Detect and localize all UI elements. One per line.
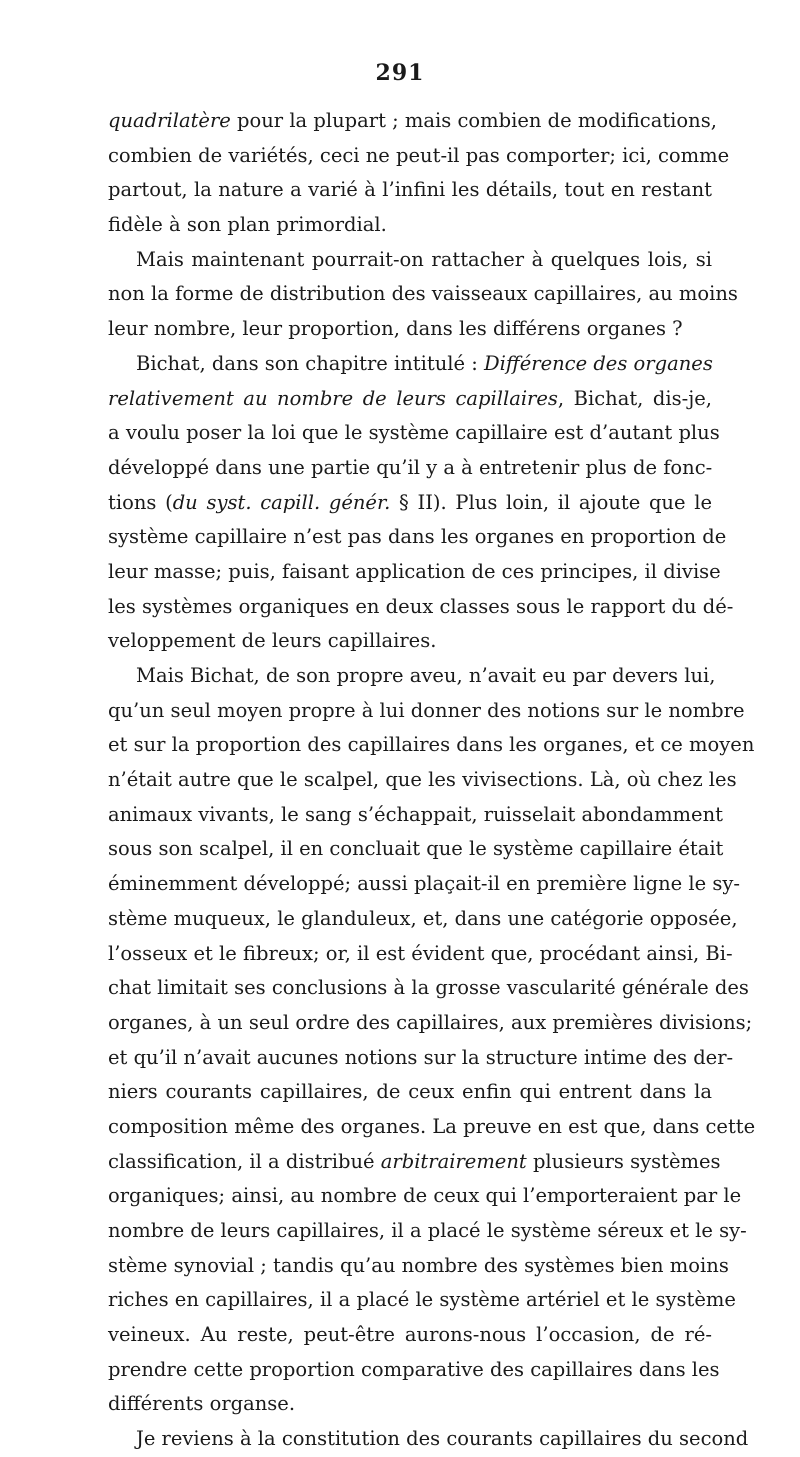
- text-line: [108, 590, 734, 625]
- text-line: [108, 555, 721, 590]
- text-line: [108, 728, 755, 763]
- italic-text: arbitrairement: [380, 1149, 527, 1173]
- text-run: prendre cette proportion comparative des capillaires dans les: [108, 1357, 720, 1381]
- text-run: animaux vivants, le sang s’échappait, ruisselait abondamment: [108, 802, 723, 826]
- page-number: 291: [375, 60, 425, 86]
- text-line: [108, 1422, 749, 1457]
- text-line: [108, 520, 727, 555]
- text-line: [108, 1214, 747, 1249]
- text-run: non la forme de distribution des vaisseaux capillaires, au moins: [108, 282, 738, 306]
- text-run: riches en capillaires, il a placé le système artériel et le système: [108, 1288, 736, 1312]
- text-run: différents organse.: [108, 1392, 296, 1416]
- text-run: partout, la nature a varié à l’infini les détails, tout en restant: [108, 178, 712, 202]
- text-line: [108, 1353, 720, 1388]
- text-run: Je reviens à la constitution des courants capillaires du second: [136, 1427, 749, 1451]
- text-run: organes, à un seul ordre des capillaires, aux premières divisions;: [108, 1010, 753, 1034]
- text-line: [108, 451, 712, 486]
- text-line: [108, 347, 712, 382]
- text-run: plusieurs systèmes: [526, 1149, 721, 1173]
- text-line: [108, 277, 738, 312]
- text-line: [108, 902, 738, 937]
- italic-text: du syst. capill. génér.: [172, 490, 391, 514]
- text-line: [108, 1075, 712, 1110]
- text-line: [108, 1318, 712, 1353]
- text-run: Bichat, dans son chapitre intitulé :: [136, 351, 485, 375]
- text-run: n’était autre que le scalpel, que les vivisections. Là, où chez les: [108, 768, 737, 792]
- text-run: stème synovial ; tandis qu’au nombre des systèmes bien moins: [108, 1253, 729, 1277]
- text-run: pour la plupart ; mais combien de modifications,: [230, 109, 717, 132]
- text-run: les systèmes organiques en deux classes sous le rapport du dé-: [108, 594, 734, 618]
- body-text: [108, 104, 756, 1457]
- text-run: composition même des organes. La preuve en est que, dans cette: [108, 1114, 756, 1138]
- text-run: leur masse; puis, faisant application de ces principes, il divise: [108, 559, 721, 583]
- text-line: [108, 937, 733, 972]
- text-line: [108, 1179, 742, 1214]
- text-line: [108, 382, 712, 417]
- text-run: veloppement de leurs capillaires.: [108, 629, 437, 653]
- text-run: combien de variétés, ceci ne peut-il pas comporter; ici, comme: [108, 143, 730, 167]
- text-run: sous son scalpel, il en concluait que le système capillaire était: [108, 837, 724, 861]
- text-run: , Bichat, dis-je,: [557, 386, 712, 410]
- text-line: [108, 104, 717, 139]
- text-line: [108, 486, 712, 521]
- text-line: [108, 1006, 753, 1041]
- text-run: veineux. Au reste, peut-être aurons-nous l’occasion, de ré-: [108, 1323, 712, 1347]
- text-line: [108, 1283, 736, 1318]
- text-line: [108, 208, 712, 243]
- text-run: Mais Bichat, de son propre aveu, n’avait eu par devers lui,: [136, 664, 716, 687]
- text-line: [108, 1110, 756, 1145]
- text-line: [108, 1041, 734, 1076]
- text-run: l’osseux et le fibreux; or, il est évident que, procédant ainsi, Bi-: [108, 941, 733, 965]
- text-line: [108, 139, 730, 174]
- text-line: [108, 798, 723, 833]
- text-run: tions (: [108, 490, 173, 514]
- text-line: [108, 694, 745, 729]
- text-run: leur nombre, leur proportion, dans les différens organes ?: [108, 317, 683, 341]
- text-line: [108, 867, 740, 902]
- text-run: stème muqueux, le glanduleux, et, dans une catégorie opposée,: [108, 906, 738, 930]
- text-run: classification, il a distribué: [108, 1149, 381, 1173]
- text-line: [108, 624, 712, 659]
- text-run: et sur la proportion des capillaires dans les organes, et ce moyen: [108, 733, 755, 757]
- text-line: [108, 1387, 712, 1422]
- text-run: qu’un seul moyen propre à lui donner des notions sur le nombre: [108, 698, 745, 722]
- text-run: système capillaire n’est pas dans les organes en proportion de: [108, 525, 727, 549]
- text-run: et qu’il n’avait aucunes notions sur la structure intime des der-: [108, 1045, 734, 1069]
- text-run: nombre de leurs capillaires, il a placé le système séreux et le sy-: [108, 1219, 747, 1242]
- text-line: [108, 659, 716, 694]
- text-line: [108, 416, 720, 451]
- text-line: [108, 1249, 729, 1284]
- italic-text: quadrilatère: [108, 109, 231, 132]
- text-run: niers courants capillaires, de ceux enfin qui entrent dans la: [108, 1080, 712, 1104]
- text-line: [108, 1145, 721, 1180]
- italic-text: Différence des organes: [484, 351, 713, 375]
- text-run: organiques; ainsi, au nombre de ceux qui l’emporteraient par le: [108, 1184, 742, 1208]
- text-run: § II). Plus loin, il ajoute que le: [390, 490, 713, 514]
- text-run: éminemment développé; aussi plaçait-il en première ligne le sy-: [108, 872, 740, 896]
- italic-text: relativement au nombre de leurs capillaires: [108, 386, 558, 410]
- text-run: développé dans une partie qu’il y a à entretenir plus de fonc-: [108, 455, 713, 479]
- text-line: [108, 763, 737, 798]
- text-line: [108, 971, 749, 1006]
- text-run: Mais maintenant pourrait-on rattacher à quelques lois, si: [136, 247, 712, 271]
- text-run: a voulu poser la loi que le système capillaire est d’autant plus: [108, 421, 720, 445]
- text-line: [108, 243, 712, 278]
- text-line: [108, 173, 712, 208]
- text-line: [108, 832, 724, 867]
- text-line: [108, 312, 712, 347]
- text-run: fidèle à son plan primordial.: [108, 213, 387, 237]
- text-run: chat limitait ses conclusions à la grosse vascularité générale des: [108, 976, 749, 1000]
